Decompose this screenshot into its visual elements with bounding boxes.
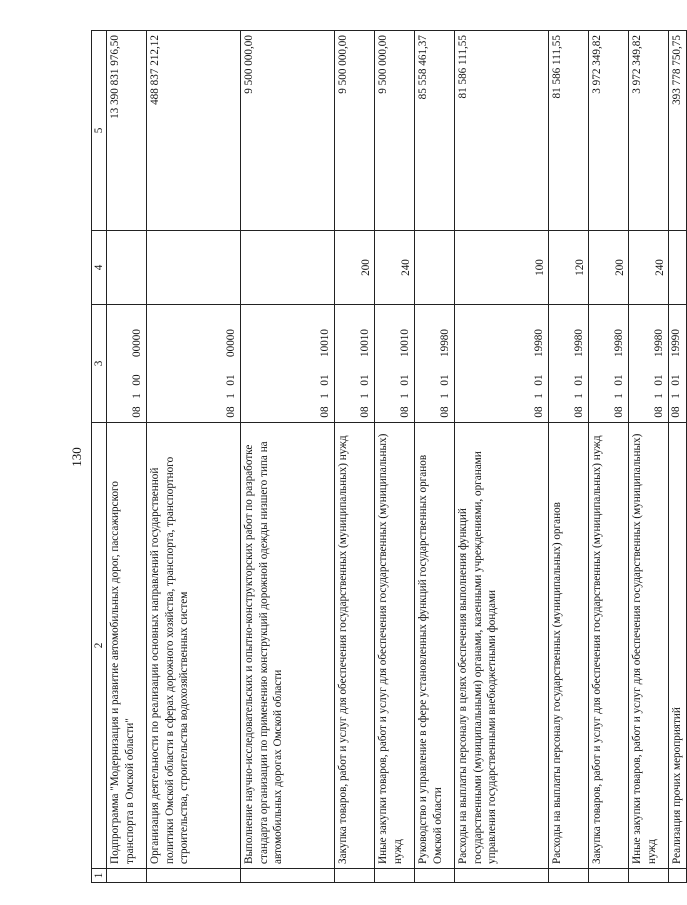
row-index-cell bbox=[629, 869, 669, 883]
code-subprogram: 01 bbox=[670, 374, 683, 386]
row-name: Расходы на выплаты персоналу государственных (муниципальных) органов bbox=[549, 423, 589, 869]
row-name: Выполнение научно-исследовательских и опытно-конструкторских работ по разработке стандарта организации по применению конструкций дорожной одежды низшего типа на автомобильных дорогах Омской области bbox=[241, 423, 335, 869]
row-codes bbox=[375, 305, 415, 423]
code-direction: 19980 bbox=[573, 329, 585, 357]
table-row bbox=[147, 31, 241, 883]
row-amount: 3 972 349,82 bbox=[589, 31, 629, 231]
code-program: 1 bbox=[573, 393, 585, 399]
row-codes bbox=[335, 305, 375, 423]
row-expense-type: 120 bbox=[549, 231, 589, 305]
table-row bbox=[241, 31, 335, 883]
code-direction: 19990 bbox=[670, 329, 683, 357]
code-program: 1 bbox=[653, 393, 665, 399]
table-row bbox=[455, 31, 549, 883]
table-row bbox=[375, 31, 415, 883]
row-name: Реализация прочих мероприятий bbox=[669, 423, 686, 869]
column-header-2: 2 bbox=[92, 423, 107, 869]
row-amount: 9 500 000,00 bbox=[335, 31, 375, 231]
column-header-4: 4 bbox=[92, 231, 107, 305]
table-row bbox=[589, 31, 629, 883]
code-subprogram: 01 bbox=[653, 374, 665, 386]
row-codes bbox=[415, 305, 455, 423]
row-expense-type bbox=[147, 231, 241, 305]
code-program: 1 bbox=[399, 393, 411, 399]
row-name: Подпрограмма "Модернизация и развитие автомобильных дорог, пассажирского транспорта в Омской области" bbox=[107, 423, 147, 869]
row-name: Закупка товаров, работ и услуг для обеспечения государственных (муниципальных) нужд bbox=[589, 423, 629, 869]
code-subprogram: 01 bbox=[399, 374, 411, 386]
row-amount: 13 390 831 976,50 bbox=[107, 31, 147, 231]
row-name: Организация деятельности по реализации основных направлений государственной политики Омской области в сферах дорожного хозяйства, транспорта, транспортного строительства, строительства водохозяйственных систем bbox=[147, 423, 241, 869]
table-row bbox=[629, 31, 669, 883]
row-index-cell bbox=[415, 869, 455, 883]
row-name: Руководство и управление в сфере установленных функций государственных органов Омской области bbox=[415, 423, 455, 869]
code-program: 1 bbox=[319, 393, 331, 399]
row-name: Закупка товаров, работ и услуг для обеспечения государственных (муниципальных) нужд bbox=[335, 423, 375, 869]
row-expense-type bbox=[107, 231, 147, 305]
row-amount: 81 586 111,55 bbox=[455, 31, 549, 231]
code-direction: 00000 bbox=[225, 329, 237, 357]
code-direction: 00000 bbox=[131, 329, 143, 357]
code-program: 1 bbox=[225, 393, 237, 399]
code-subprogram: 00 bbox=[131, 374, 143, 386]
row-codes bbox=[455, 305, 549, 423]
table-row bbox=[107, 31, 147, 883]
row-codes bbox=[589, 305, 629, 423]
code-section: 08 bbox=[399, 406, 411, 418]
row-index-cell bbox=[589, 869, 629, 883]
row-codes bbox=[669, 305, 686, 423]
row-index-cell bbox=[147, 869, 241, 883]
code-section: 08 bbox=[131, 406, 143, 418]
code-section: 08 bbox=[670, 406, 683, 418]
row-amount: 3 972 349,82 bbox=[629, 31, 669, 231]
row-amount: 488 837 212,12 bbox=[147, 31, 241, 231]
code-section: 08 bbox=[613, 406, 625, 418]
code-direction: 10010 bbox=[359, 329, 371, 357]
row-expense-type: 200 bbox=[589, 231, 629, 305]
row-expense-type bbox=[241, 231, 335, 305]
code-section: 08 bbox=[439, 406, 451, 418]
code-subprogram: 01 bbox=[439, 374, 451, 386]
row-expense-type: 240 bbox=[629, 231, 669, 305]
code-section: 08 bbox=[653, 406, 665, 418]
row-index-cell bbox=[549, 869, 589, 883]
table-row bbox=[549, 31, 589, 883]
column-header-5: 5 bbox=[92, 31, 107, 231]
row-index-cell bbox=[335, 869, 375, 883]
code-section: 08 bbox=[225, 406, 237, 418]
code-section: 08 bbox=[359, 406, 371, 418]
code-direction: 10010 bbox=[399, 329, 411, 357]
table-row bbox=[669, 31, 686, 883]
table-row bbox=[335, 31, 375, 883]
row-expense-type bbox=[415, 231, 455, 305]
rotated-page bbox=[63, 31, 684, 883]
row-amount: 393 778 750,75 bbox=[669, 31, 686, 231]
row-amount: 9 500 000,00 bbox=[375, 31, 415, 231]
row-name: Иные закупки товаров, работ и услуг для обеспечения государственных (муниципальных) нужд bbox=[375, 423, 415, 869]
row-codes bbox=[147, 305, 241, 423]
code-section: 08 bbox=[533, 406, 545, 418]
table-row bbox=[415, 31, 455, 883]
code-subprogram: 01 bbox=[359, 374, 371, 386]
row-expense-type: 240 bbox=[375, 231, 415, 305]
code-subprogram: 01 bbox=[533, 374, 545, 386]
code-subprogram: 01 bbox=[573, 374, 585, 386]
row-amount: 85 558 461,37 bbox=[415, 31, 455, 231]
column-header-3: 3 bbox=[92, 305, 107, 423]
code-program: 1 bbox=[131, 393, 143, 399]
row-expense-type bbox=[669, 231, 686, 305]
header-row bbox=[92, 31, 107, 883]
code-subprogram: 01 bbox=[319, 374, 331, 386]
row-amount: 81 586 111,55 bbox=[549, 31, 589, 231]
code-program: 1 bbox=[533, 393, 545, 399]
page-number: 130 bbox=[69, 447, 84, 467]
row-index-cell bbox=[375, 869, 415, 883]
code-program: 1 bbox=[613, 393, 625, 399]
row-name: Расходы на выплаты персоналу в целях обеспечения выполнения функций государственными (муниципальными) органами, казенными учреждениями, органами управления государственными внебюджетными фондами bbox=[455, 423, 549, 869]
row-index-cell bbox=[669, 869, 686, 883]
code-section: 08 bbox=[319, 406, 331, 418]
row-codes bbox=[629, 305, 669, 423]
row-index-cell bbox=[455, 869, 549, 883]
row-codes bbox=[549, 305, 589, 423]
code-subprogram: 01 bbox=[613, 374, 625, 386]
code-section: 08 bbox=[573, 406, 585, 418]
code-direction: 19980 bbox=[439, 329, 451, 357]
code-direction: 19980 bbox=[613, 329, 625, 357]
row-index-cell bbox=[241, 869, 335, 883]
row-codes bbox=[107, 305, 147, 423]
row-expense-type: 100 bbox=[455, 231, 549, 305]
row-codes bbox=[241, 305, 335, 423]
code-subprogram: 01 bbox=[225, 374, 237, 386]
row-expense-type: 200 bbox=[335, 231, 375, 305]
code-direction: 10010 bbox=[319, 329, 331, 357]
code-program: 1 bbox=[359, 393, 371, 399]
row-name: Иные закупки товаров, работ и услуг для обеспечения государственных (муниципальных) нужд bbox=[629, 423, 669, 869]
code-direction: 19980 bbox=[653, 329, 665, 357]
column-header-1: 1 bbox=[92, 869, 107, 883]
budget-table bbox=[91, 30, 687, 883]
code-direction: 19980 bbox=[533, 329, 545, 357]
code-program: 1 bbox=[670, 393, 683, 399]
code-program: 1 bbox=[439, 393, 451, 399]
row-amount: 9 500 000,00 bbox=[241, 31, 335, 231]
row-index-cell bbox=[107, 869, 147, 883]
